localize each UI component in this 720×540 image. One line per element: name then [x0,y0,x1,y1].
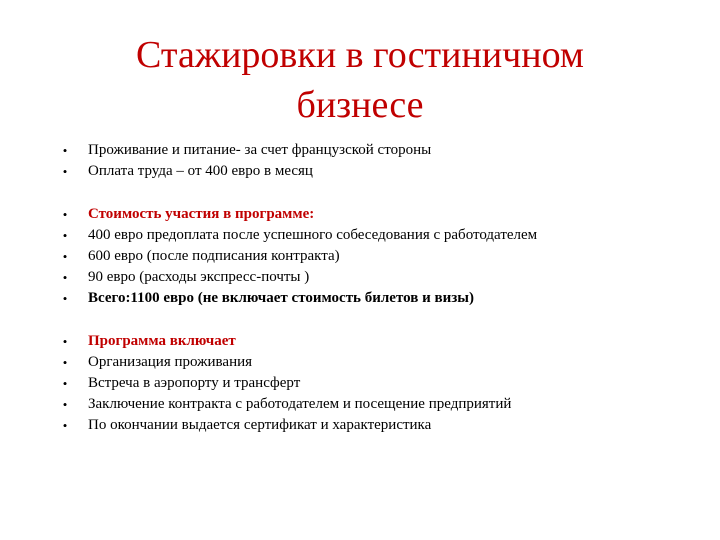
bullet-icon: • [62,270,68,285]
slide-title-line-1: Стажировки в гостиничном [136,34,584,76]
bullet-icon: • [62,334,68,349]
bullet-icon: • [62,249,68,264]
bullet-text: По окончании выдается сертификат и характеристика [88,417,432,433]
bullet-text: 400 евро предоплата после успешного собеседования с работодателем [88,227,538,243]
bullet-icon: • [62,291,68,306]
bullet-text: Организация проживания [88,354,253,370]
bullet-icon: • [62,207,68,222]
bullet-icon: • [62,143,68,158]
bullet-text: Всего:1100 евро (не включает стоимость билетов и визы) [88,290,474,306]
bullet-icon: • [62,397,68,412]
bullet-icon: • [62,418,68,433]
bullet-text: 90 евро (расходы экспресс-почты ) [88,269,310,285]
bullet-item [58,225,698,246]
bullet-item [58,161,698,182]
bullet-text: 600 евро (после подписания контракта) [88,248,340,264]
bullet-item [58,246,698,267]
bullet-item [58,352,698,373]
slide-title [60,30,660,130]
bullet-item-total [58,288,698,309]
bullet-item [58,415,698,436]
bullet-group-cost [58,204,698,309]
bullet-icon: • [62,376,68,391]
bullet-icon: • [62,164,68,179]
bullet-text: Оплата труда – от 400 евро в месяц [88,163,313,179]
bullet-text: Программа включает [88,333,236,349]
slide-content [58,140,698,436]
bullet-icon: • [62,228,68,243]
bullet-text: Проживание и питание- за счет французской стороны [88,142,432,158]
bullet-item [58,373,698,394]
bullet-item [58,267,698,288]
bullet-text: Встреча в аэропорту и трансферт [88,375,301,391]
bullet-item [58,140,698,161]
bullet-icon: • [62,355,68,370]
bullet-item-heading [58,204,698,225]
slide-title-line-2: бизнесе [296,84,424,126]
bullet-group-accommodation [58,140,698,182]
bullet-text: Заключение контракта с работодателем и посещение предприятий [88,396,512,412]
bullet-item [58,394,698,415]
bullet-text: Стоимость участия в программе: [88,206,315,222]
bullet-item-heading [58,331,698,352]
bullet-group-program [58,331,698,436]
